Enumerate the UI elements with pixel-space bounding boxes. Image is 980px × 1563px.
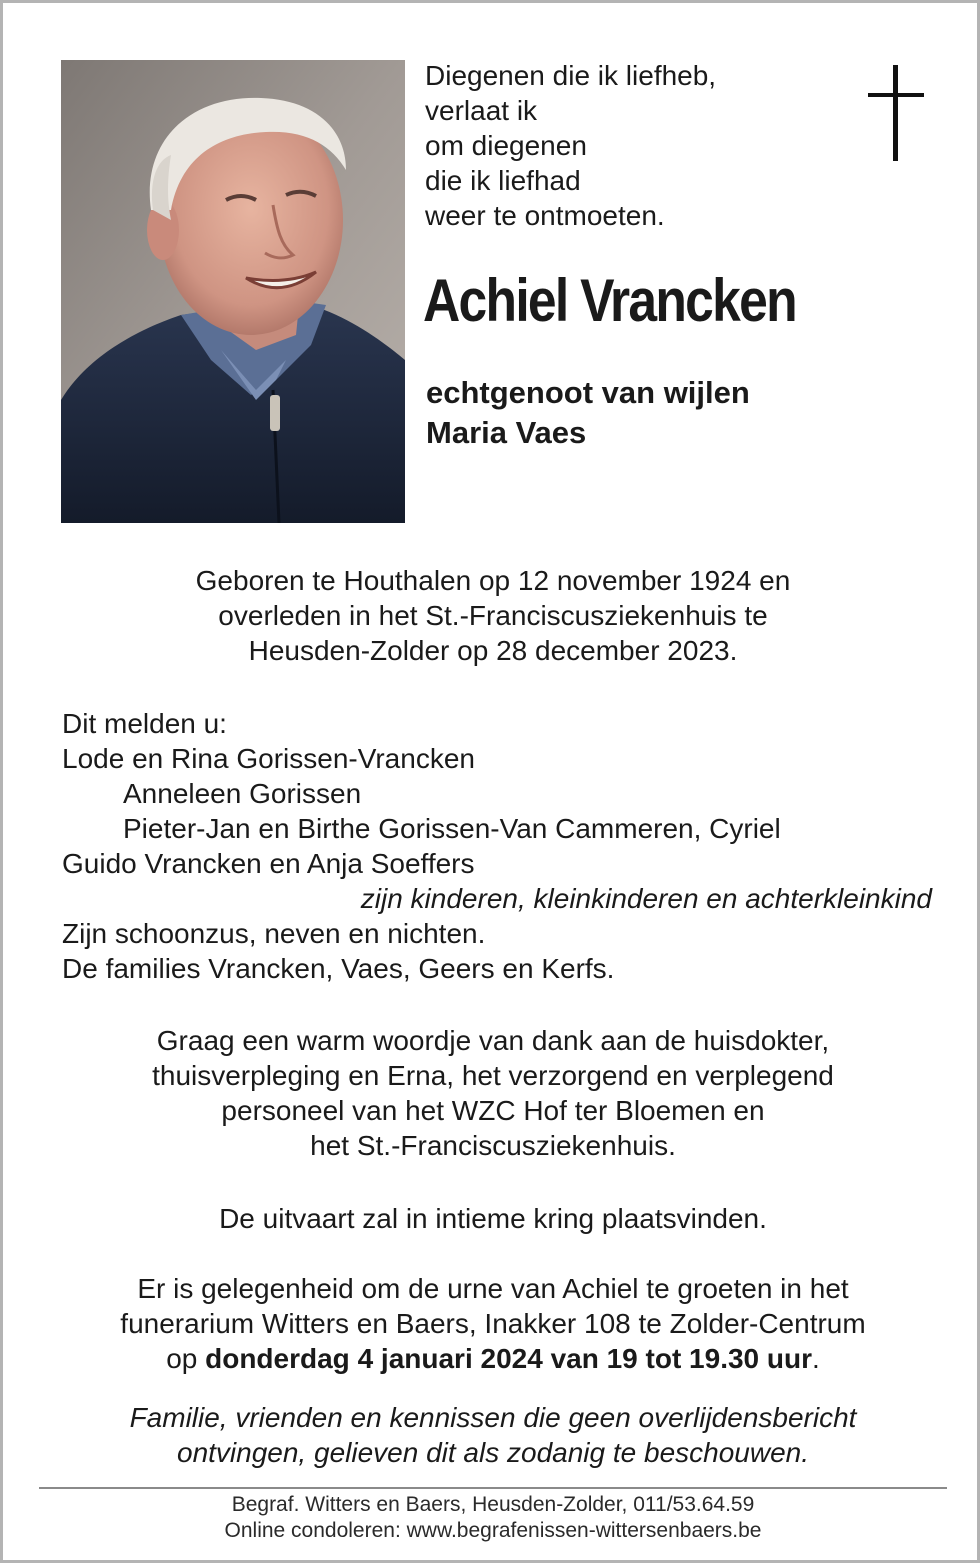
poem-line: verlaat ik <box>425 95 538 126</box>
family-member: Anneleen Gorissen <box>123 778 362 809</box>
portrait-photo <box>61 60 405 523</box>
family-member: Lode en Rina Gorissen-Vrancken <box>62 743 475 774</box>
family-member: Pieter-Jan en Birthe Gorissen-Van Cammeren, Cyriel <box>123 813 781 844</box>
thanks-line: Graag een warm woordje van dank aan de huisdokter, <box>156 1025 830 1056</box>
notice-line: ontvingen, gelieven dit als zodanig te beschouwen. <box>177 1437 809 1468</box>
family-intro: Dit melden u: <box>62 708 227 739</box>
birth-death-line: Geboren te Houthalen op 12 november 1924 en <box>195 565 791 596</box>
family-announcement <box>62 706 932 986</box>
footer-divider <box>39 1487 947 1489</box>
portrait-illustration <box>61 60 405 523</box>
birth-death-details <box>3 563 980 668</box>
thanks-message <box>3 1023 980 1163</box>
poem-line: weer te ontmoeten. <box>425 200 665 231</box>
spouse-name: Maria Vaes <box>426 415 587 450</box>
family-member: Guido Vrancken en Anja Soeffers <box>62 848 475 879</box>
poem-line: Diegenen die ik liefheb, <box>425 60 717 91</box>
visit-prefix: op <box>166 1343 206 1374</box>
poem-line: die ik liefhad <box>425 165 581 196</box>
birth-death-line: overleden in het St.-Franciscusziekenhuis te <box>218 600 768 631</box>
funeral-info <box>3 1201 980 1236</box>
spouse-info <box>426 373 750 453</box>
notice-message <box>3 1400 980 1470</box>
funeral-home-contact: Begraf. Witters en Baers, Heusden-Zolder, 011/53.64.59 <box>231 1493 755 1516</box>
visit-line: Er is gelegenheid om de urne van Achiel te groeten in het <box>137 1273 849 1304</box>
cross-icon <box>868 65 924 161</box>
visitation-info <box>3 1271 980 1376</box>
thanks-line: thuisverpleging en Erna, het verzorgend en verplegend <box>152 1060 834 1091</box>
spouse-line: echtgenoot van wijlen <box>426 375 750 410</box>
family-other: De families Vrancken, Vaes, Geers en Kerfs. <box>62 953 615 984</box>
thanks-line: het St.-Franciscusziekenhuis. <box>310 1130 676 1161</box>
family-other: Zijn schoonzus, neven en nichten. <box>62 918 486 949</box>
funeral-text: De uitvaart zal in intieme kring plaatsvinden. <box>219 1203 767 1234</box>
visit-line: funerarium Witters en Baers, Inakker 108 te Zolder-Centrum <box>120 1308 866 1339</box>
thanks-line: personeel van het WZC Hof ter Bloemen en <box>221 1095 765 1126</box>
poem-line: om diegenen <box>425 130 587 161</box>
footer <box>3 1492 980 1544</box>
visit-line <box>3 1341 980 1376</box>
visit-suffix: . <box>812 1343 820 1374</box>
deceased-name: Achiel Vrancken <box>423 267 796 334</box>
visit-date-time: donderdag 4 januari 2024 van 19 tot 19.30 uur <box>205 1343 813 1374</box>
family-relation: zijn kinderen, kleinkinderen en achterkleinkind <box>360 883 932 914</box>
notice-line: Familie, vrienden en kennissen die geen overlijdensbericht <box>129 1402 857 1433</box>
online-condolence-link[interactable]: Online condoleren: www.begrafenissen-wittersenbaers.be <box>224 1519 762 1542</box>
birth-death-line: Heusden-Zolder op 28 december 2023. <box>248 635 738 666</box>
poem-verse <box>425 58 716 233</box>
